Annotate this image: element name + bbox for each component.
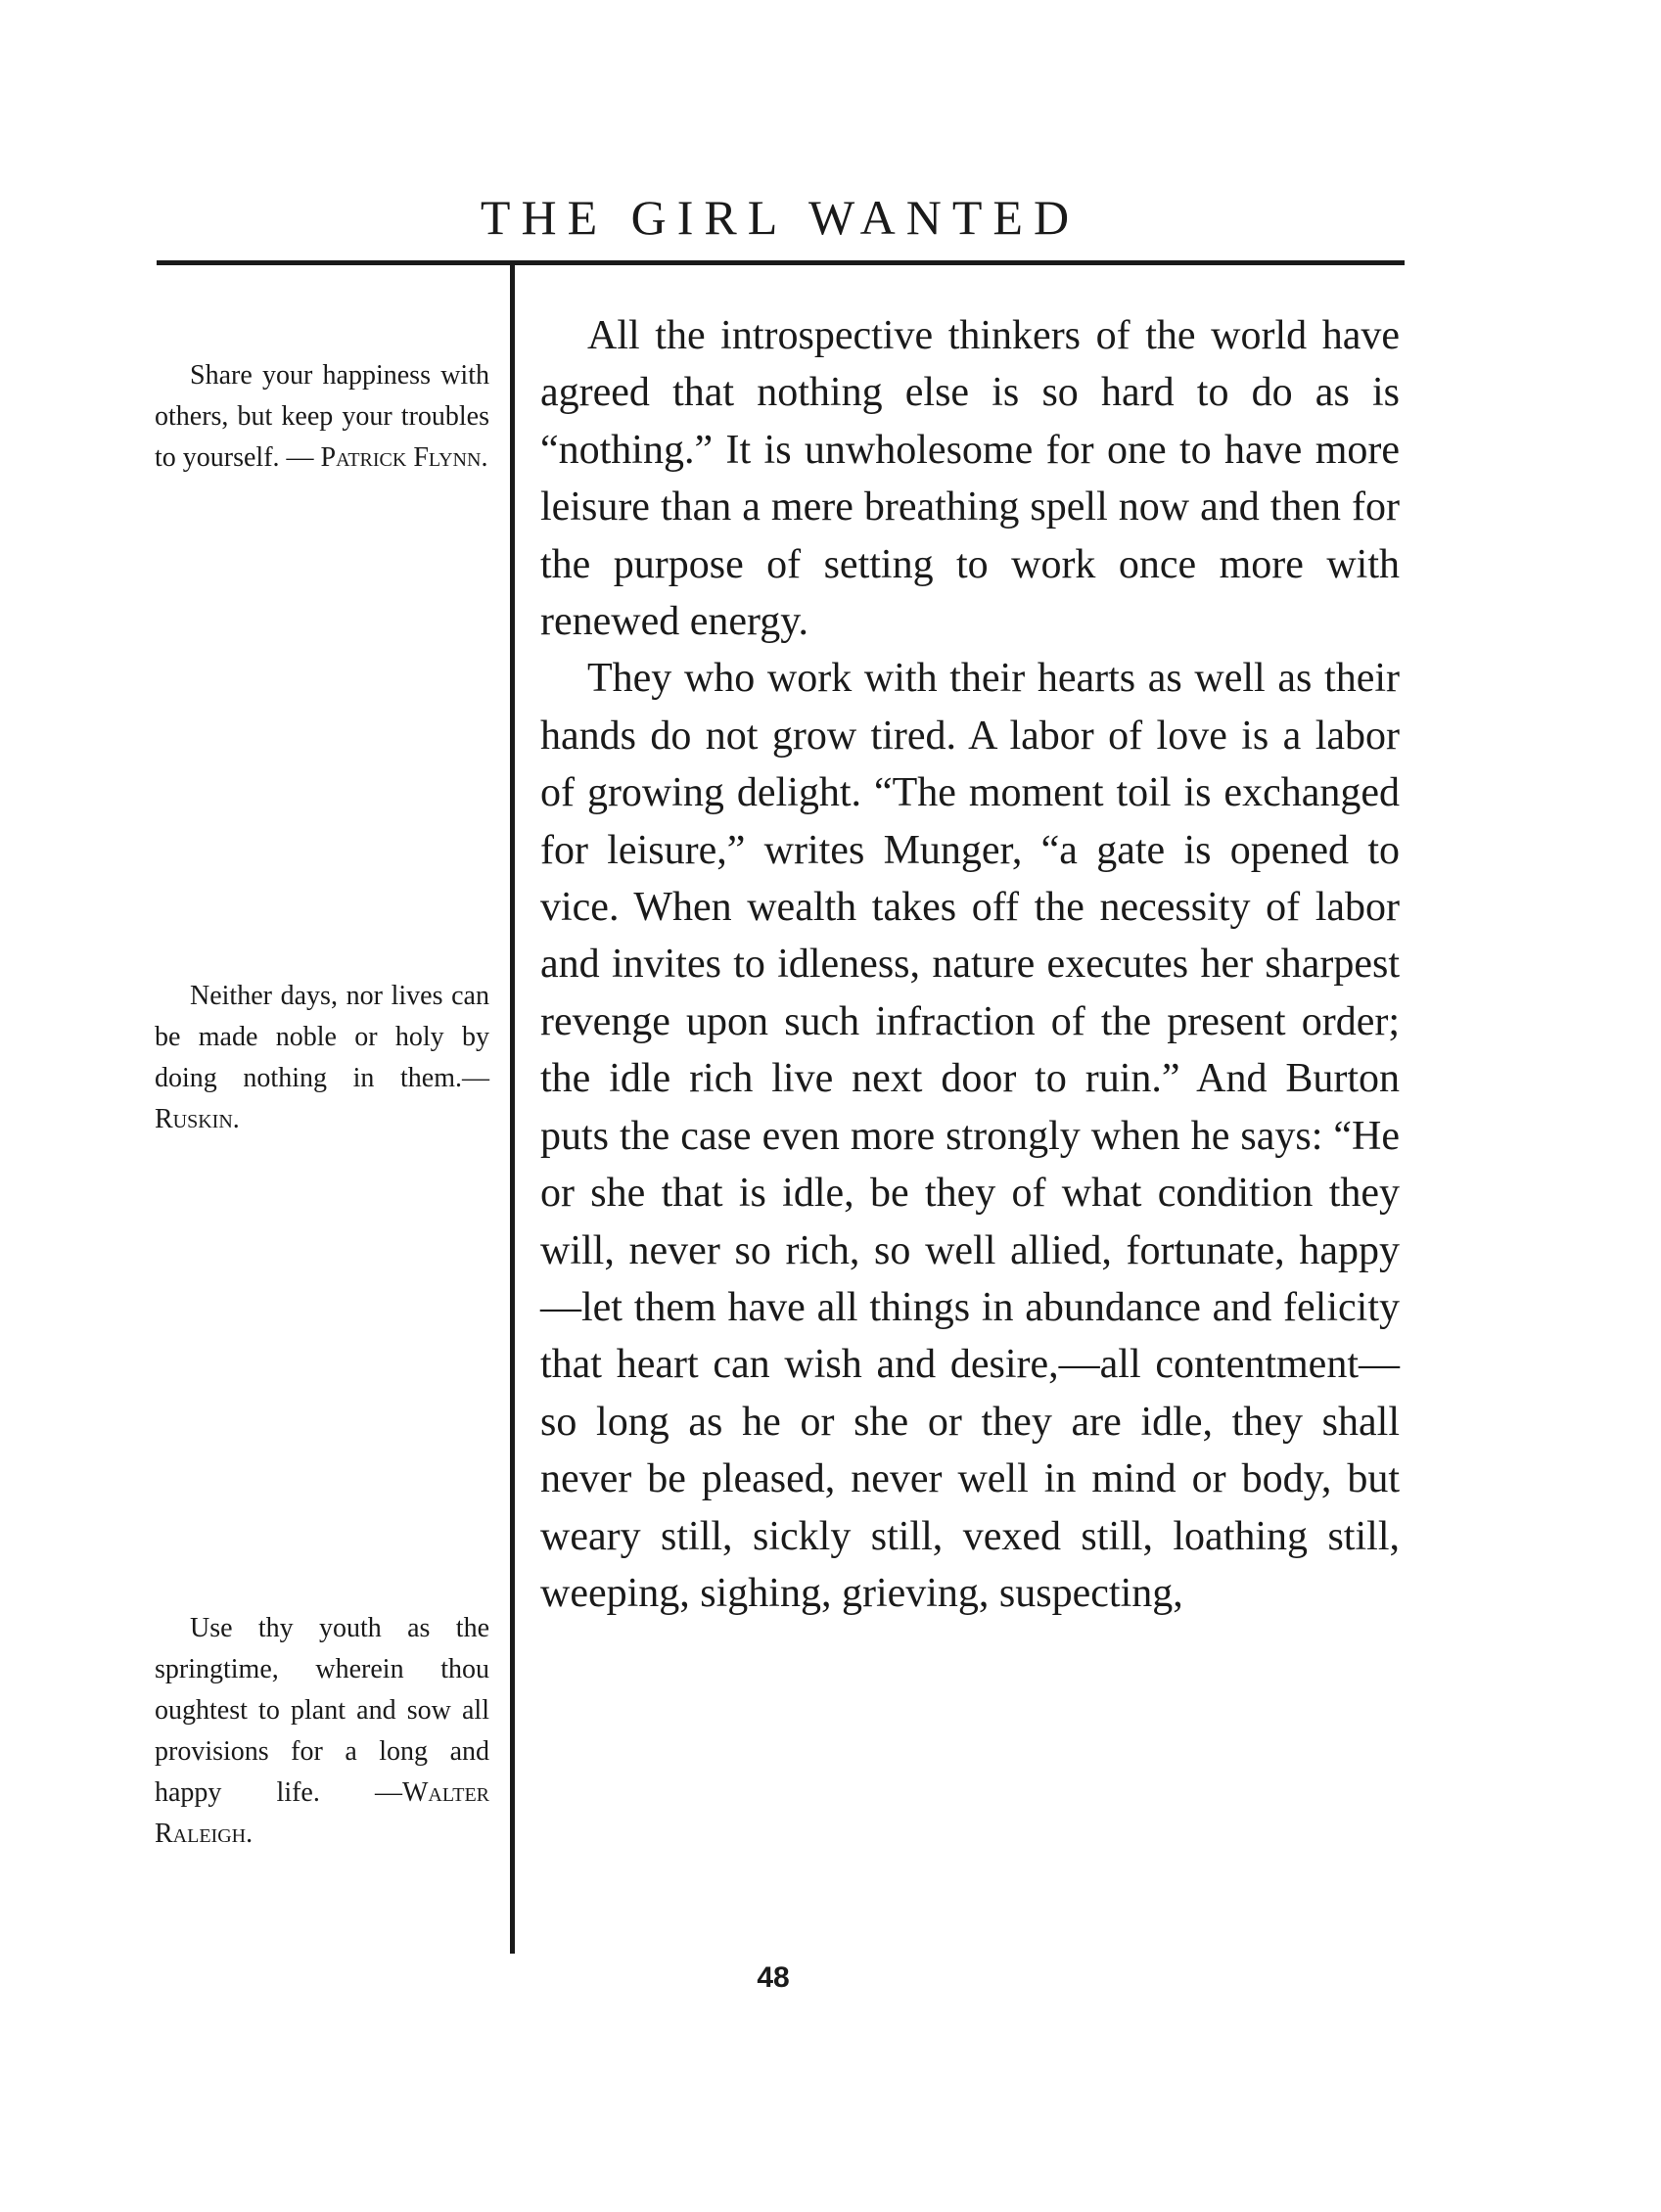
sidenote-attribution: Ruskin.	[155, 1104, 240, 1134]
sidenote-quote	[155, 976, 489, 1140]
body-paragraph: They who work with their hearts as well as their hands do not grow tired. A labor of love is a labor of growing delight. “The moment toil is exchanged for leisure,” writes Munger, “a gate is opened to vice. When wealth takes off the necessity of labor and invites to idleness, nature executes her sharpest revenge upon such infraction of the present order; the idle rich live next door to ruin.” And Burton puts the case even more strongly when he says: “He or she that is idle, be they of what condition they will, never so rich, so well allied, fortunate, happy—let them have all things in abundance and felicity that heart can wish and desire,—all contentment—so long as he or she or they are idle, they shall never be pleased, never well in mind or body, but weary still, sickly still, vexed still, loathing still, weeping, sighing, grieving, suspecting,	[540, 656, 1400, 1616]
page-header	[157, 188, 1405, 270]
sidenote-quote	[155, 1608, 489, 1855]
column-divider	[510, 260, 515, 1954]
sidenote-text: Share your happiness with others, but keep your troubles to yourself. —	[155, 360, 489, 473]
main-text-column	[540, 307, 1400, 1622]
sidenote-attribution: Patrick Flynn.	[320, 442, 488, 473]
running-title: THE GIRL WANTED	[480, 190, 1081, 245]
sidenote-text: Neither days, nor lives can be made noble or holy by doing nothing in them.—	[155, 981, 489, 1093]
header-rule	[157, 260, 1405, 265]
sidenote-attribution: Walter Raleigh.	[155, 1777, 489, 1849]
body-paragraph: All the introspective thinkers of the world have agreed that nothing else is so hard to do as is “nothing.” It is unwholesome for one to have more leisure than a mere breathing spell now and then for the purpose of setting to work once more with renewed energy.	[540, 313, 1400, 645]
page-number: 48	[757, 1961, 790, 1994]
sidenote-quote	[155, 355, 489, 479]
sidenote-text: Use thy youth as the springtime, wherein thou oughtest to plant and sow all provisions for a long and happy life. —	[155, 1613, 489, 1808]
